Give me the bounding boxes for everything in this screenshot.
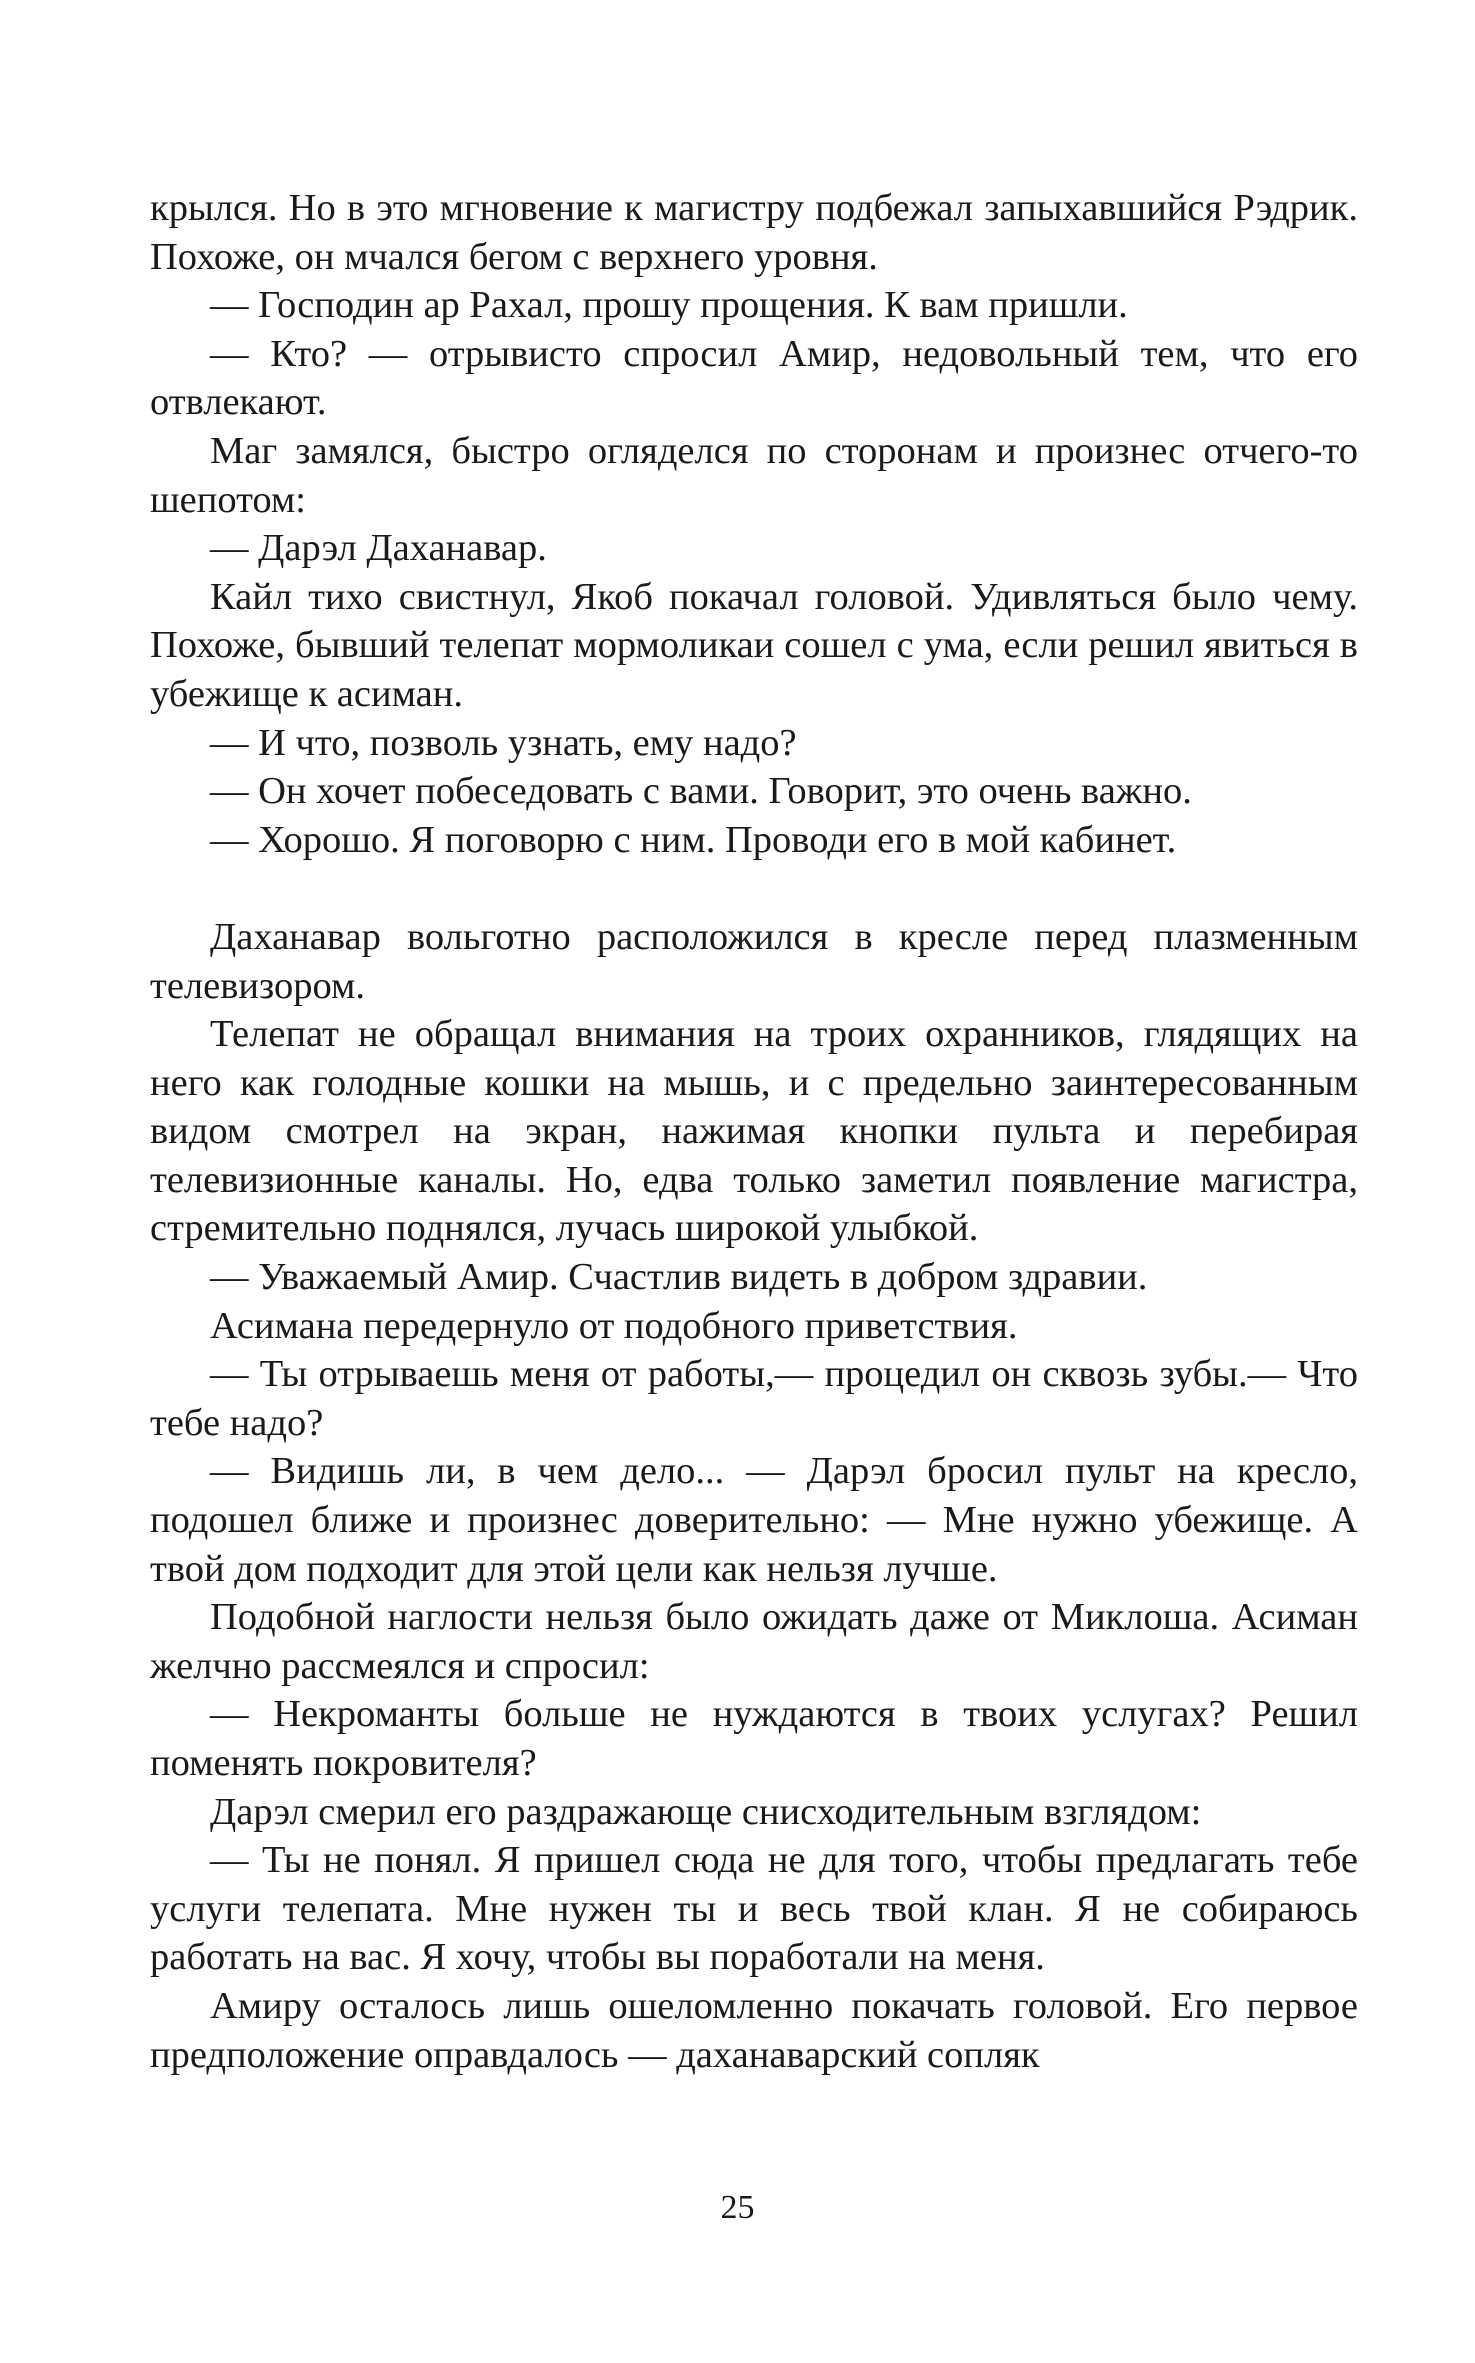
page-body-text [150, 184, 1358, 2079]
paragraph: — Некроманты больше не нуждаются в твоих услугах? Решил поменять покровителя? [150, 1693, 1358, 1784]
section-break [150, 864, 1358, 913]
paragraph: — Ты не понял. Я пришел сюда не для того, чтобы предлагать тебе услуги телепата. Мне нужен ты и весь твой клан. Я не собираюсь работать на вас. Я хочу, чтобы вы поработали на меня. [150, 1839, 1358, 1979]
paragraph: — Хорошо. Я поговорю с ним. Проводи его в мой кабинет. [210, 818, 1177, 861]
paragraph: — Уважаемый Амир. Счастлив видеть в добром здравии. [210, 1256, 1148, 1299]
paragraph: Подобной наглости нельзя было ожидать даже от Миклоша. Асиман желчно рассмеялся и спросил: [150, 1596, 1358, 1687]
paragraph: — Кто? — отрывисто спросил Амир, недовольный тем, что его отвлекают. [150, 332, 1358, 424]
paragraph: Даханавар вольготно расположился в кресле перед плазменным телевизором. [150, 915, 1358, 1007]
paragraph: Маг замялся, быстро огляделся по сторонам и произнес отчего-то шепотом: [150, 429, 1358, 521]
paragraph: — И что, позволь узнать, ему надо? [210, 721, 797, 764]
paragraph: Кайл тихо свистнул, Якоб покачал головой. Удивляться было чему. Похоже, бывший телепат мормоликаи сошел с ума, если решил явиться в убежище к асиман. [150, 575, 1358, 715]
paragraph: Телепат не обращал внимания на троих охранников, глядящих на него как голодные кошки на мышь, и с предельно заинтересованным видом смотрел на экран, нажимая кнопки пульта и перебирая телевизионные каналы. Но, едва только заметил появление магистра, стремительно поднялся, лучась широкой улыбкой. [150, 1013, 1358, 1250]
paragraph: крылся. Но в это мгновение к магистру подбежал запыхавшийся Рэдрик. Похоже, он мчался бегом с верхнего уровня. [150, 187, 1358, 278]
paragraph: Амиру осталось лишь ошеломленно покачать головой. Его первое предположение оправдалось — даханаварский сопляк [150, 1984, 1358, 2076]
paragraph: — Он хочет побеседовать с вами. Говорит, это очень важно. [210, 770, 1192, 813]
paragraph: — Ты отрываешь меня от работы,— процедил он сквозь зубы.— Что тебе надо? [150, 1353, 1358, 1444]
paragraph: — Видишь ли, в чем дело... — Дарэл бросил пульт на кресло, подошел ближе и произнес доверительно: — Мне нужно убежище. А твой дом подходит для этой цели как нельзя лучше. [150, 1450, 1358, 1590]
paragraph: — Господин ар Рахал, прошу прощения. К вам пришли. [210, 284, 1128, 327]
paragraph: Дарэл смерил его раздражающе снисходительным взглядом: [210, 1790, 1202, 1833]
page-number: 25 [720, 2189, 755, 2226]
paragraph: — Дарэл Даханавар. [210, 527, 547, 570]
paragraph: Асимана передернуло от подобного приветствия. [210, 1304, 1018, 1347]
